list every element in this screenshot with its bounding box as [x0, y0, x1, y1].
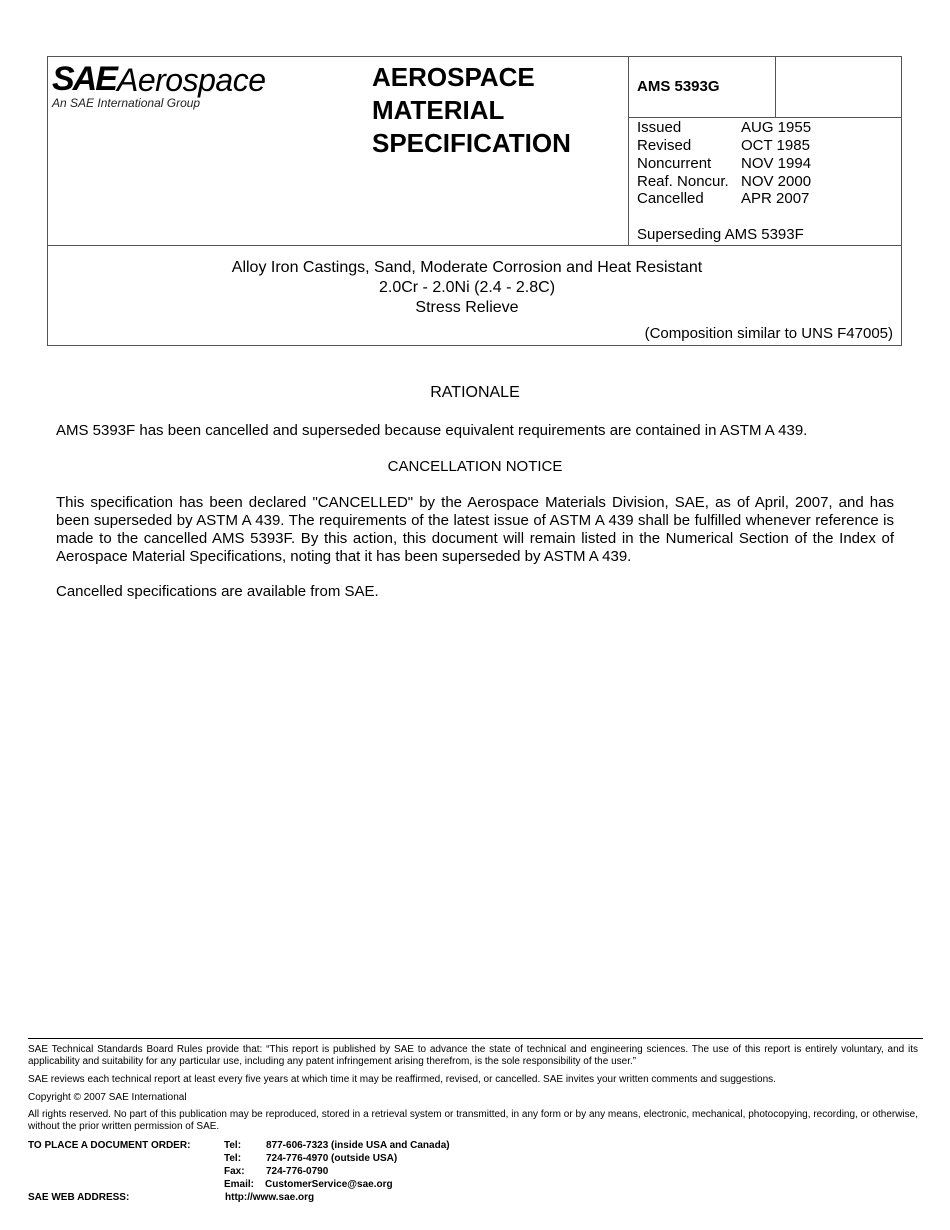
- footer-rules: SAE Technical Standards Board Rules provide that: “This report is published by SAE to advance the state of technical and engineering sciences. The use of this report is entirely voluntary, and its applicability and suitability for any particular use, including any patent infringement arising therefrom, is the sole responsibility of the user.”: [28, 1044, 918, 1067]
- cancellation-text: This specification has been declared "CANCELLED" by the Aerospace Materials Division, SAE, as of April, 2007, and has been superseded by ASTM A 439. The requirements of the latest issue of ASTM A 439 shall be fulfilled whenever reference is made to the cancelled AMS 5393F. By this action, this document will remain listed in the Numerical Section of the Index of Aerospace Material Specifications, noting that it has been superseded by ASTM A 439.: [56, 494, 894, 565]
- web-link[interactable]: http://www.sae.org: [225, 1192, 315, 1203]
- logo-brand: SAE: [52, 60, 116, 98]
- doc-title-line2: MATERIAL: [372, 95, 505, 125]
- logo-tagline: An SAE International Group: [52, 96, 201, 110]
- footer-review: SAE reviews each technical report at least every five years at which time it may be reaffirmed, revised, or cancelled. SAE invites your written comments and suggestions.: [28, 1074, 776, 1085]
- composition-note: (Composition similar to UNS F47005): [644, 325, 893, 342]
- header-divider: [628, 56, 629, 246]
- doc-title-line1: AEROSPACE: [372, 62, 535, 92]
- contact-label: Tel:: [224, 1153, 242, 1164]
- sae-aerospace-logo: [52, 62, 302, 112]
- footer-rule: [28, 1038, 923, 1039]
- history-date: APR 2007: [741, 190, 810, 207]
- history-date: NOV 1994: [741, 155, 812, 172]
- footer-copyright: Copyright © 2007 SAE International: [28, 1092, 187, 1103]
- availability-text: Cancelled specifications are available from SAE.: [56, 583, 379, 600]
- history-label: Noncurrent: [637, 155, 712, 172]
- header-divider: [628, 117, 902, 118]
- contact-value: 877-606-7323 (inside USA and Canada): [266, 1140, 450, 1151]
- contact-label: Email:: [224, 1179, 255, 1190]
- history-date: OCT 1985: [741, 137, 810, 154]
- history-label: Cancelled: [637, 190, 704, 207]
- footer-rights: All rights reserved. No part of this publication may be reproduced, stored in a retrieval system or transmitted, in any form or by any means, electronic, mechanical, photocopying, recording, or otherwise, without the prior written permission of SAE.: [28, 1109, 918, 1132]
- subject-line2: 2.0Cr - 2.0Ni (2.4 - 2.8C): [378, 279, 556, 296]
- subject-line3: Stress Relieve: [415, 299, 519, 316]
- header-divider: [775, 56, 776, 118]
- rationale-text: AMS 5393F has been cancelled and superseded because equivalent requirements are contained in ASTM A 439.: [56, 422, 808, 439]
- history-date: AUG 1955: [741, 119, 812, 136]
- history-label: Reaf. Noncur.: [637, 173, 729, 190]
- rationale-heading: RATIONALE: [430, 384, 520, 401]
- order-label: TO PLACE A DOCUMENT ORDER:: [28, 1140, 191, 1151]
- contact-value: 724-776-0790: [266, 1166, 329, 1177]
- history-label: Issued: [637, 119, 682, 136]
- contact-value[interactable]: CustomerService@sae.org: [265, 1179, 393, 1190]
- history-label: Revised: [637, 137, 692, 154]
- contact-label: Tel:: [224, 1140, 242, 1151]
- document-number: AMS 5393G: [637, 78, 720, 95]
- doc-title-line3: SPECIFICATION: [372, 128, 571, 158]
- history-date: NOV 2000: [741, 173, 812, 190]
- logo-name: Aerospace: [117, 62, 266, 98]
- contact-value: 724-776-4970 (outside USA): [266, 1153, 398, 1164]
- cancellation-heading: CANCELLATION NOTICE: [387, 458, 563, 475]
- contact-label: Fax:: [224, 1166, 245, 1177]
- subject-line1: Alloy Iron Castings, Sand, Moderate Corrosion and Heat Resistant: [231, 259, 703, 276]
- superseding-note: Superseding AMS 5393F: [637, 226, 804, 243]
- web-label: SAE WEB ADDRESS:: [28, 1192, 130, 1203]
